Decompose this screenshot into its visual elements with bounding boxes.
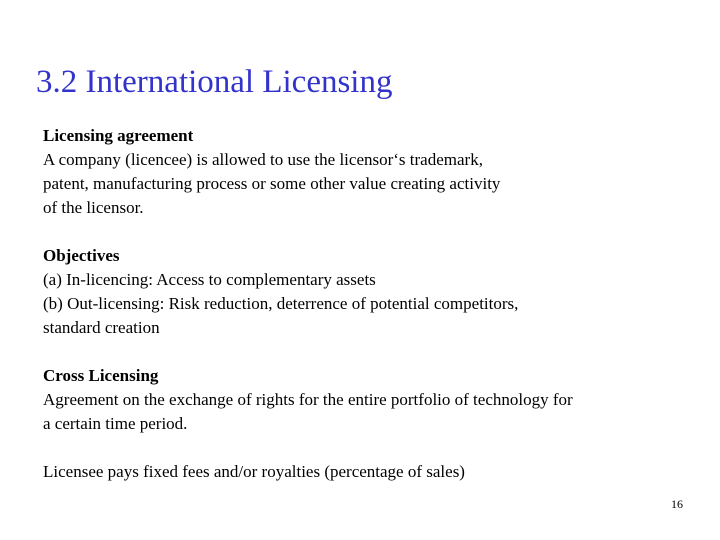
body-text-line: Licensee pays fixed fees and/or royalties (percentage of sales) xyxy=(43,462,465,481)
slide-title: 3.2 International Licensing xyxy=(36,64,393,100)
slide-body xyxy=(43,124,703,508)
body-text-line: standard creation xyxy=(43,318,160,337)
body-text-line: a certain time period. xyxy=(43,414,188,433)
section-heading: Cross Licensing xyxy=(43,366,159,385)
section-fees xyxy=(43,460,703,484)
body-text-line: (a) In-licencing: Access to complementary assets xyxy=(43,270,376,289)
body-text-line: of the licensor. xyxy=(43,198,144,217)
body-text-line: A company (licencee) is allowed to use the licensor‘s trademark, xyxy=(43,150,483,169)
body-text-line: patent, manufacturing process or some other value creating activity xyxy=(43,174,501,193)
section-licensing-agreement xyxy=(43,124,703,220)
section-heading: Objectives xyxy=(43,246,120,265)
section-cross-licensing xyxy=(43,364,703,436)
body-text-line: (b) Out-licensing: Risk reduction, deterrence of potential competitors, xyxy=(43,294,519,313)
page-number: 16 xyxy=(671,497,683,511)
section-objectives xyxy=(43,244,703,340)
body-text-line: Agreement on the exchange of rights for the entire portfolio of technology for xyxy=(43,390,573,409)
section-heading: Licensing agreement xyxy=(43,126,194,145)
